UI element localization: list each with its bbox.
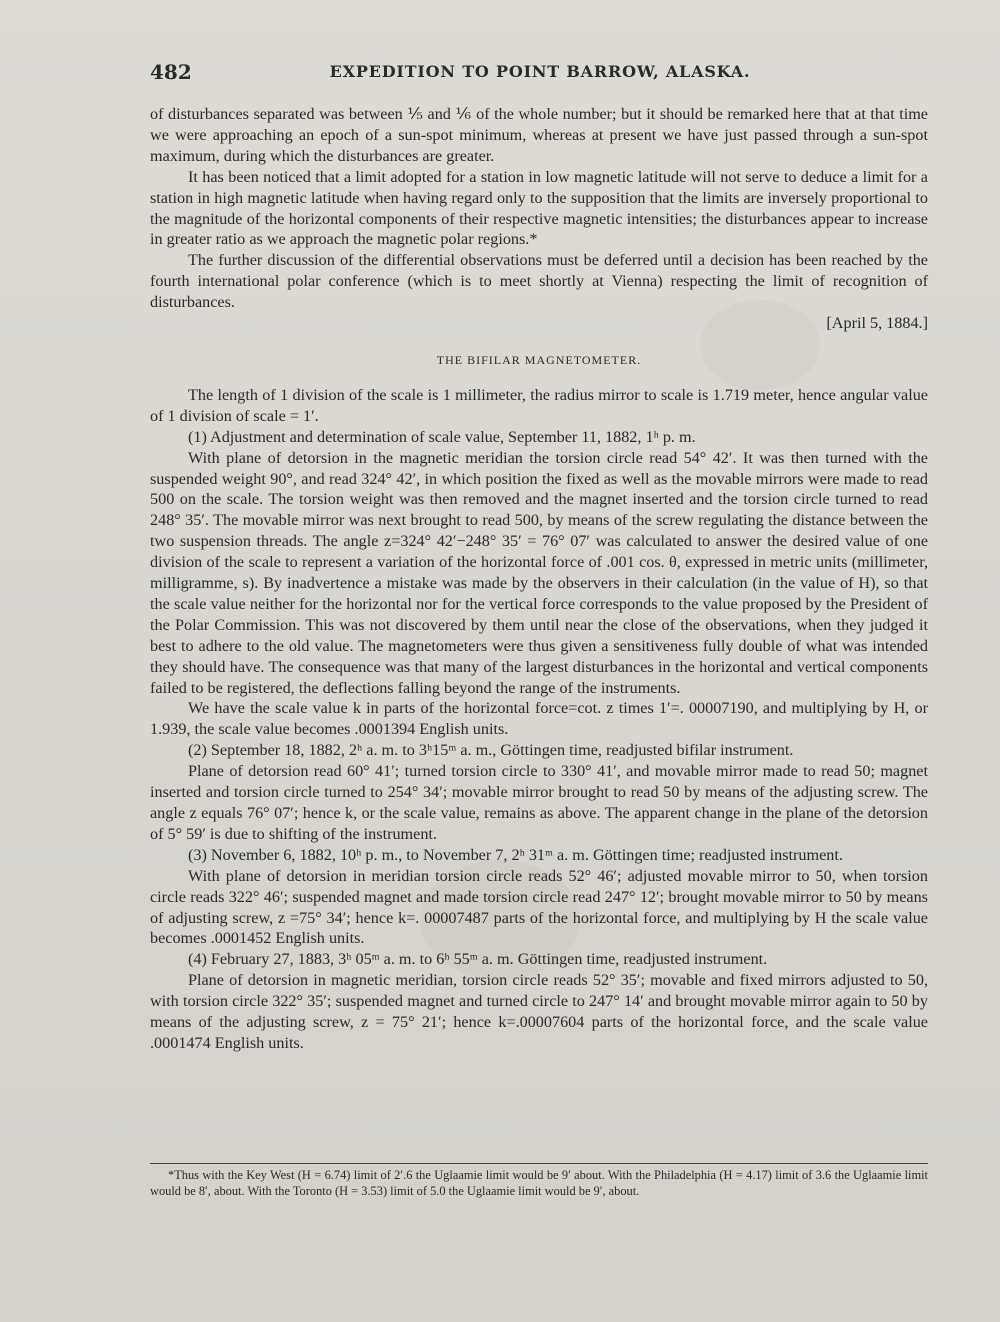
body-text xyxy=(150,104,928,1054)
footnote-rule xyxy=(150,1163,928,1164)
paragraph: With plane of detorsion in meridian torsion circle reads 52° 46′; adjusted movable mirror to 50, when torsion circle reads 322° 46′; suspended magnet and made torsion circle read 247° 12′; brought movable mirror to 50 by means of adjusting screw, z =75° 34′; hence k=. 00007487 parts of the horizontal force, and multiplying by H the scale value becomes .0001452 English units. xyxy=(150,866,928,948)
section-heading: THE BIFILAR MAGNETOMETER. xyxy=(436,352,642,367)
paragraph-text: The further discussion of the differential observations must be deferred until a decision has been reached by the fourth international polar conference (which is to meet shortly at Vienna) respecting the limit of recognition of disturbances. xyxy=(150,251,928,312)
paragraph: It has been noticed that a limit adopted for a station in low magnetic latitude will not serve to deduce a limit for a station in high magnetic latitude when having regard only to the supposition that the limits are inversely proportional to the magnitude of the horizontal components of their respective magnetic intensities; the disturbances appear to increase in greater ratio as we approach the magnetic polar regions.* xyxy=(150,167,928,249)
paragraph: (3) November 6, 1882, 10ʰ p. m., to November 7, 2ʰ 31ᵐ a. m. Göttingen time; readjusted instrument. xyxy=(188,845,843,864)
paragraph: The length of 1 division of the scale is 1 millimeter, the radius mirror to scale is 1.719 meter, hence angular value of 1 division of scale = 1′. xyxy=(150,385,928,425)
paragraph: (4) February 27, 1883, 3ʰ 05ᵐ a. m. to 6ʰ 55ᵐ a. m. Göttingen time, readjusted instrument. xyxy=(188,950,768,969)
page-number: 482 xyxy=(150,60,192,84)
paragraph: Plane of detorsion read 60° 41′; turned torsion circle to 330° 41′, and movable mirror made to read 50; magnet inserted and torsion circle turned to 254° 34′; movable mirror brought to read 50 by means of the adjusting screw. The angle z equals 76° 07′; hence k, or the scale value, remains as above. The apparent change in the plane of the detorsion of 5° 59′ is due to shifting of the instrument. xyxy=(150,762,928,843)
paragraph: We have the scale value k in parts of the horizontal force=cot. z times 1′=. 00007190, and multiplying by H, or 1.939, the scale value becomes .0001394 English units. xyxy=(150,699,928,739)
paragraph: (2) September 18, 1882, 2ʰ a. m. to 3ʰ15ᵐ a. m., Göttingen time, readjusted bifilar instrument. xyxy=(188,741,794,760)
footnote-text: *Thus with the Key West (H = 6.74) limit of 2′.6 the Uglaamie limit would be 9′ about. With the Philadelphia (H = 4.17) limit of 3.6 the Uglaamie limit would be 8′, about. With the Toronto (H = 3.53) limit of 5.0 the Uglaamie limit would be 9′, about. xyxy=(150,1168,928,1198)
paragraph: With plane of detorsion in the magnetic meridian the torsion circle read 54° 42′. It was then turned with the suspended weight 90°, and read 324° 42′, in which position the fixed as well as the movable mirrors were made to read 500 on the scale. The torsion weight was then removed and the magnet inserted and the torsion circle turned to read 248° 35′. The movable mirror was next brought to read 500, by means of the screw regulating the distance between the two suspension threads. The angle z=324° 42′−248° 35′ = 76° 07′ was calculated to answer the desired value of one division of the scale to represent a variation of the horizontal force of .001 cos. θ, expressed in metric units (millimeter, milligramme, s). By inadvertence a mistake was made by the observers in their calculation (in the value of H), so that the scale value neither for the horizontal nor for the vertical force corresponds to the value proposed by the President of the Polar Commission. This was not discovered by them until near the close of the observations, when they judged it best to adhere to the old value. The magnetometers were thus given a sensitiveness fully double of what was intended they should have. The consequence was that many of the largest disturbances in the horizontal and vertical components failed to be registered, the deflections falling beyond the range of the instruments. xyxy=(150,448,928,697)
footnote xyxy=(150,1168,928,1199)
paragraph xyxy=(150,250,928,313)
date-stamp: [April 5, 1884.] xyxy=(826,314,928,333)
page-header xyxy=(150,60,930,88)
paragraph: of disturbances separated was between ⅕ and ⅙ of the whole number; but it should be remarked here that at that time we were approaching an epoch of a sun-spot minimum, whereas at present we have just passed through a sun-spot maximum, during which the disturbances are greater. xyxy=(150,105,928,165)
paragraph: Plane of detorsion in magnetic meridian, torsion circle reads 52° 35′; movable and fixed mirrors adjusted to 50, with torsion circle 322° 35′; suspended magnet and turned circle to 247° 14′ and brought movable mirror again to 50 by means of the adjusting screw, z = 75° 21′; hence k=.00007604 parts of the horizontal force, and the scale value .0001474 English units. xyxy=(150,971,928,1052)
running-title: EXPEDITION TO POINT BARROW, ALASKA. xyxy=(329,62,751,81)
paragraph: (1) Adjustment and determination of scale value, September 11, 1882, 1ʰ p. m. xyxy=(188,427,696,446)
dateline xyxy=(150,313,928,334)
